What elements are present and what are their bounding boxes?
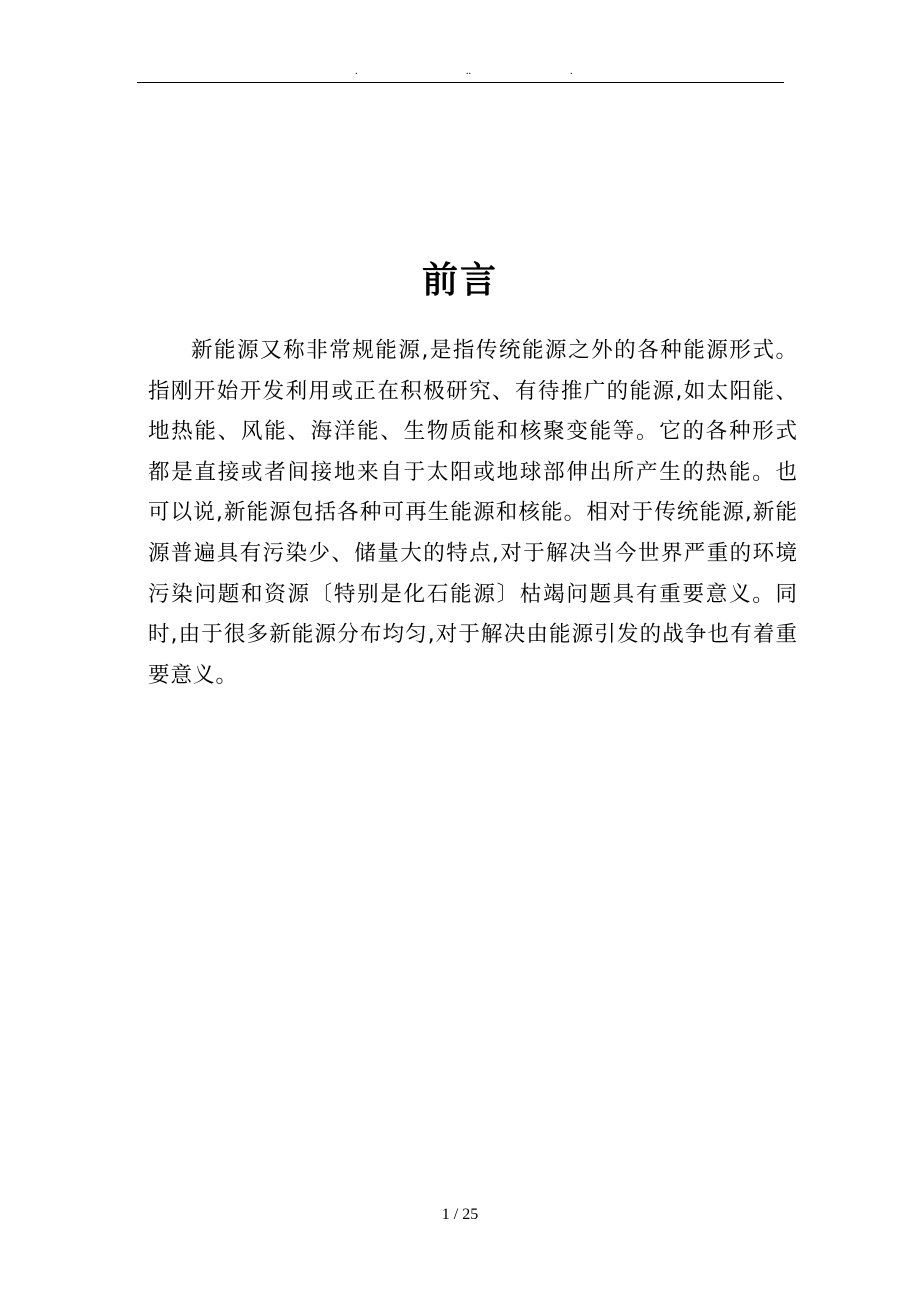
header-mark-center: .. [466,66,471,77]
page-number: 1 / 25 [441,1206,479,1223]
body-paragraph: 新能源又称非常规能源,是指传统能源之外的各种能源形式。指刚开始开发利用或正在积极研究、有待推广的能源,如太阳能、地热能、风能、海洋能、生物质能和核聚变能等。它的各种形式都是直接或者间接地来自于太阳或地球部伸出所产生的热能。也可以说,新能源包括各种可再生能源和核能。相对于传统能源,新能源普遍具有污染少、储量大的特点,对于解决当今世界严重的环境污染问题和资源〔特别是化石能源〕枯竭问题具有重要意义。同时,由于很多新能源分布均匀,对于解决由能源引发的战争也有着重要意义。 [148,338,798,688]
header-mark-left: . [355,66,358,77]
page-title: 前言 [421,259,498,301]
header-rule [137,82,784,83]
header-mark-right: . [570,66,573,77]
